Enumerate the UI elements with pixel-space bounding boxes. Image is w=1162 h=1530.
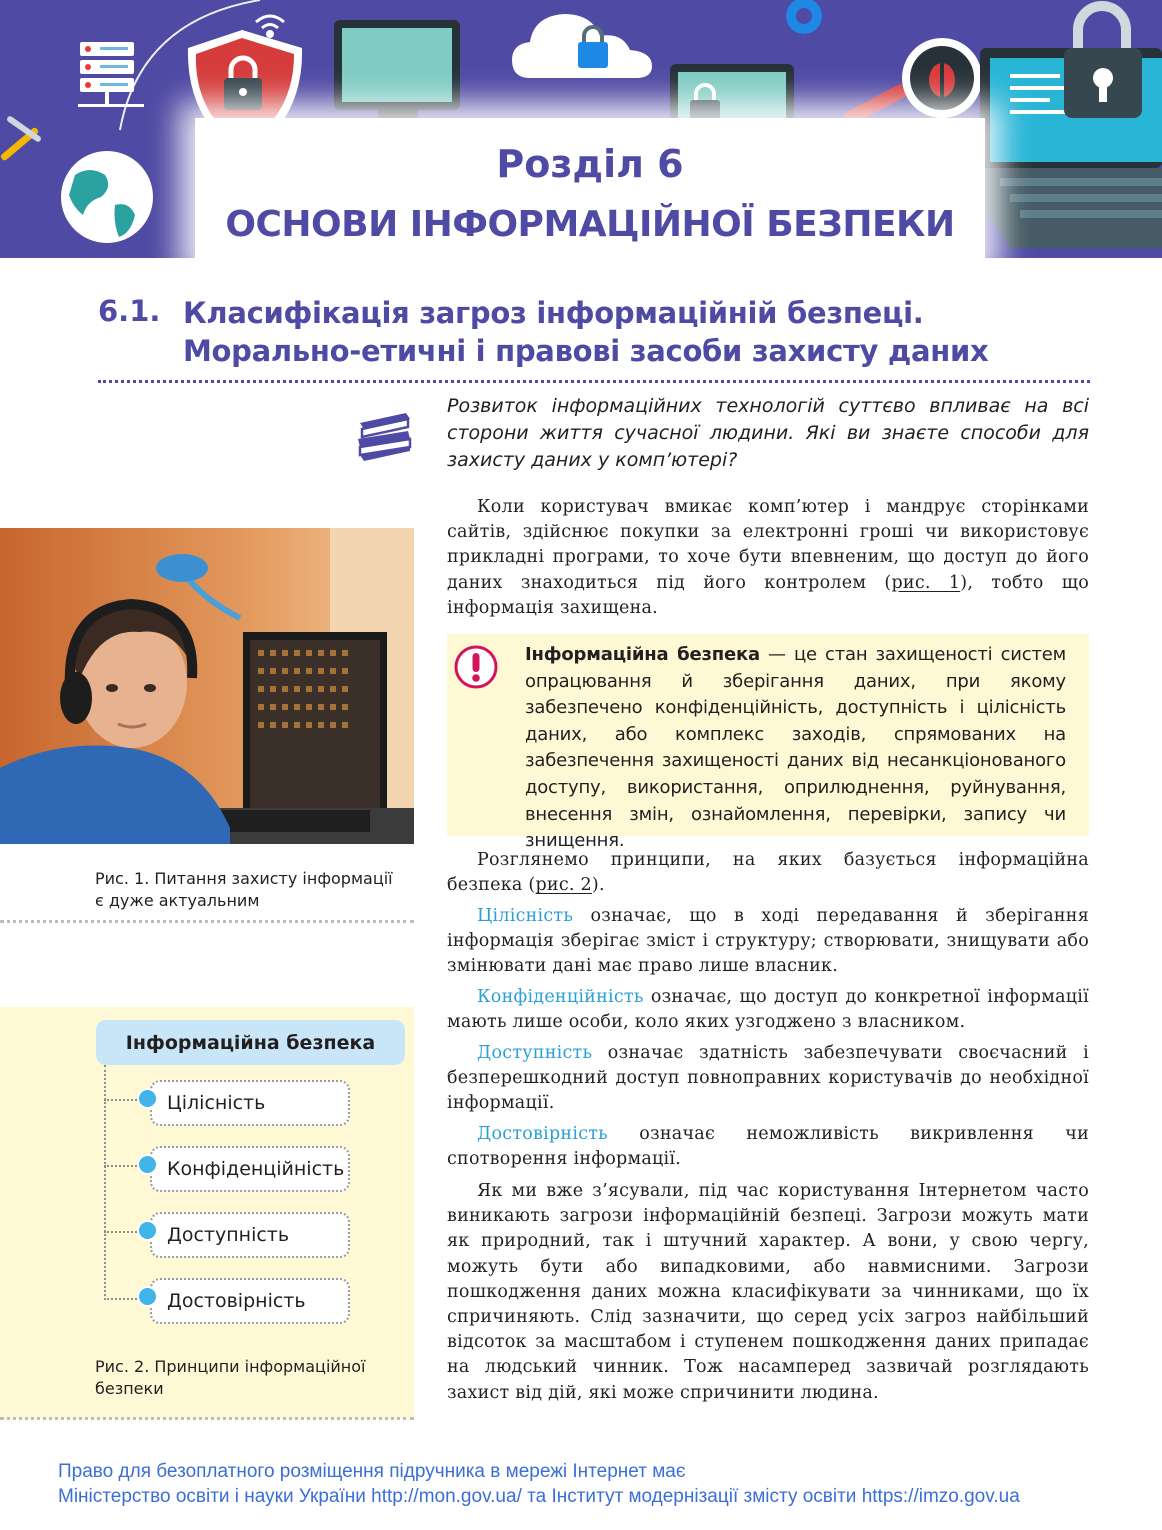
- paragraph-text: Коли користувач вмикає комп’ютер і мандрує сторінками сайтів, здійснює покупки за електронні гроші чи використовує прикладні програми, то хоче бути впевненим, що доступ до його даних знаходиться під його контролем (: [447, 497, 1089, 593]
- tools-icon: [0, 115, 42, 161]
- term-integrity: Цілісність: [477, 906, 574, 926]
- diagram-item-confidentiality: Конфіденційність: [150, 1146, 350, 1192]
- figure-2-caption: Рис. 2. Принципи інформаційної безпеки: [95, 1357, 366, 1398]
- footer-notice: [58, 1459, 1148, 1509]
- paragraph-text: означає, що доступ до конкретної інформації мають лише особи, коло яких узгоджено з власником.: [447, 987, 1089, 1033]
- diagram-header: Інформаційна безпека: [96, 1020, 405, 1065]
- padlock-icon: [1064, 6, 1142, 118]
- paragraph-text: ).: [591, 875, 605, 896]
- diagram-item-availability: Доступність: [150, 1212, 350, 1258]
- intro-question: Розвиток інформаційних технологій суттєво впливає на всі сторони життя сучасної людини. Які ви знаєте способи для захисту даних у комп’ютері?: [447, 395, 1089, 471]
- chapter-title: ОСНОВИ ІНФОРМАЦІЙНОЇ БЕЗПЕКИ: [225, 204, 955, 245]
- caption-divider: [0, 1417, 414, 1420]
- boy-at-computer-photo: [0, 528, 414, 844]
- server-icon: [78, 42, 144, 107]
- chapter-banner: [0, 0, 1162, 258]
- term-authenticity: Достовірність: [477, 1124, 608, 1144]
- cloud-lock-icon: [512, 14, 652, 78]
- paragraph-text: ), тобто що інформація захищена.: [447, 572, 1090, 618]
- figure-1-reference[interactable]: рис. 1: [891, 572, 961, 593]
- footer-line1: Право для безоплатного розміщення підручника в мережі Інтернет має: [58, 1461, 686, 1482]
- section-title-line2: Морально-етичні і правові засоби захисту даних: [183, 334, 989, 368]
- paragraph-confidentiality: [447, 985, 1089, 1035]
- paragraph-text: означає здатність забезпечувати своєчасний і безперешкодний доступ повноправних користувачів до необхідної інформації.: [447, 1043, 1089, 1114]
- footer-line2[interactable]: Міністерство освіти і науки України http://mon.gov.ua/ та Інститут модернізації змісту освіти https://imzo.gov.ua: [58, 1486, 1020, 1507]
- heading-divider: [98, 380, 1090, 383]
- globe-icon: [61, 151, 153, 243]
- definition-term: Інформаційна безпека: [525, 644, 760, 665]
- section-title: [183, 294, 1083, 370]
- paragraph-text: означає, що в ході передавання й зберігання інформація зберігає зміст і структуру; створювати, знищувати або змінювати дані має право лише власник.: [447, 906, 1089, 977]
- diagram-item-integrity: Цілісність: [150, 1080, 350, 1126]
- gear-icon: [786, 0, 822, 34]
- paragraph-authenticity: [447, 1122, 1089, 1172]
- paragraph-integrity: [447, 904, 1089, 980]
- definition-body: — це стан захищеності систем опрацювання й зберігання даних, при якому забезпечено конфіденційність, доступність і цілісність даних, або комплекс заходів, спрямованих на забезпечення захищеності даних від несанкціонованого доступу, використання, оприлюднення, руйнування, внесення змін, ознайомлення, перевірки, запису чи знищення.: [525, 644, 1066, 852]
- chapter-number: Розділ 6: [496, 142, 684, 186]
- section-number: 6.1.: [98, 294, 161, 328]
- diagram-item-authenticity: Достовірність: [150, 1278, 350, 1324]
- exclamation-circle-icon: [453, 644, 499, 690]
- bullet-dot-icon: [137, 1154, 158, 1175]
- paragraph-availability: [447, 1041, 1089, 1117]
- paragraph-text: Розглянемо принципи, на яких базується інформаційна безпека (: [447, 850, 1089, 896]
- term-availability: Доступність: [477, 1043, 593, 1063]
- term-confidentiality: Конфіденційність: [477, 987, 644, 1007]
- magnifier-bug-icon: [841, 38, 982, 128]
- caption-divider: [0, 920, 414, 923]
- paragraph-threats: Як ми вже з’ясували, під час користування Інтернетом часто виникають загрози інформаційній безпеці. Загрози можуть мати як природний, так і штучний характер. А вони, у свою чергу, можуть бути або випадковими, або навмисними. Загрози пошкодження даних можна класифікувати за чинниками, що їх спричиняють. Слід зазначити, що серед усіх загроз найбільший відсоток за масштабом і ступенем пошкодження даних припадає на людський чинник. Тож насамперед зазвичай розглядають захист від дій, які може спричинити людина.: [447, 1181, 1089, 1403]
- bullet-dot-icon: [137, 1286, 158, 1307]
- paragraph-intro: [447, 495, 1089, 621]
- monitor-icon: [334, 20, 460, 128]
- figure-1-caption: Рис. 1. Питання захисту інформації є дуже актуальним: [95, 869, 393, 910]
- wifi-icon: [256, 16, 284, 37]
- paragraph-text: означає неможливість викривлення чи спотворення інформації.: [447, 1124, 1089, 1170]
- bullet-dot-icon: [137, 1088, 158, 1109]
- figure-2-reference[interactable]: рис. 2: [535, 875, 592, 896]
- paragraph-principles: [447, 848, 1089, 898]
- bullet-dot-icon: [137, 1220, 158, 1241]
- definition-text: [525, 642, 1066, 855]
- section-title-line1: Класифікація загроз інформаційній безпеці.: [183, 296, 924, 330]
- books-icon: [354, 405, 414, 465]
